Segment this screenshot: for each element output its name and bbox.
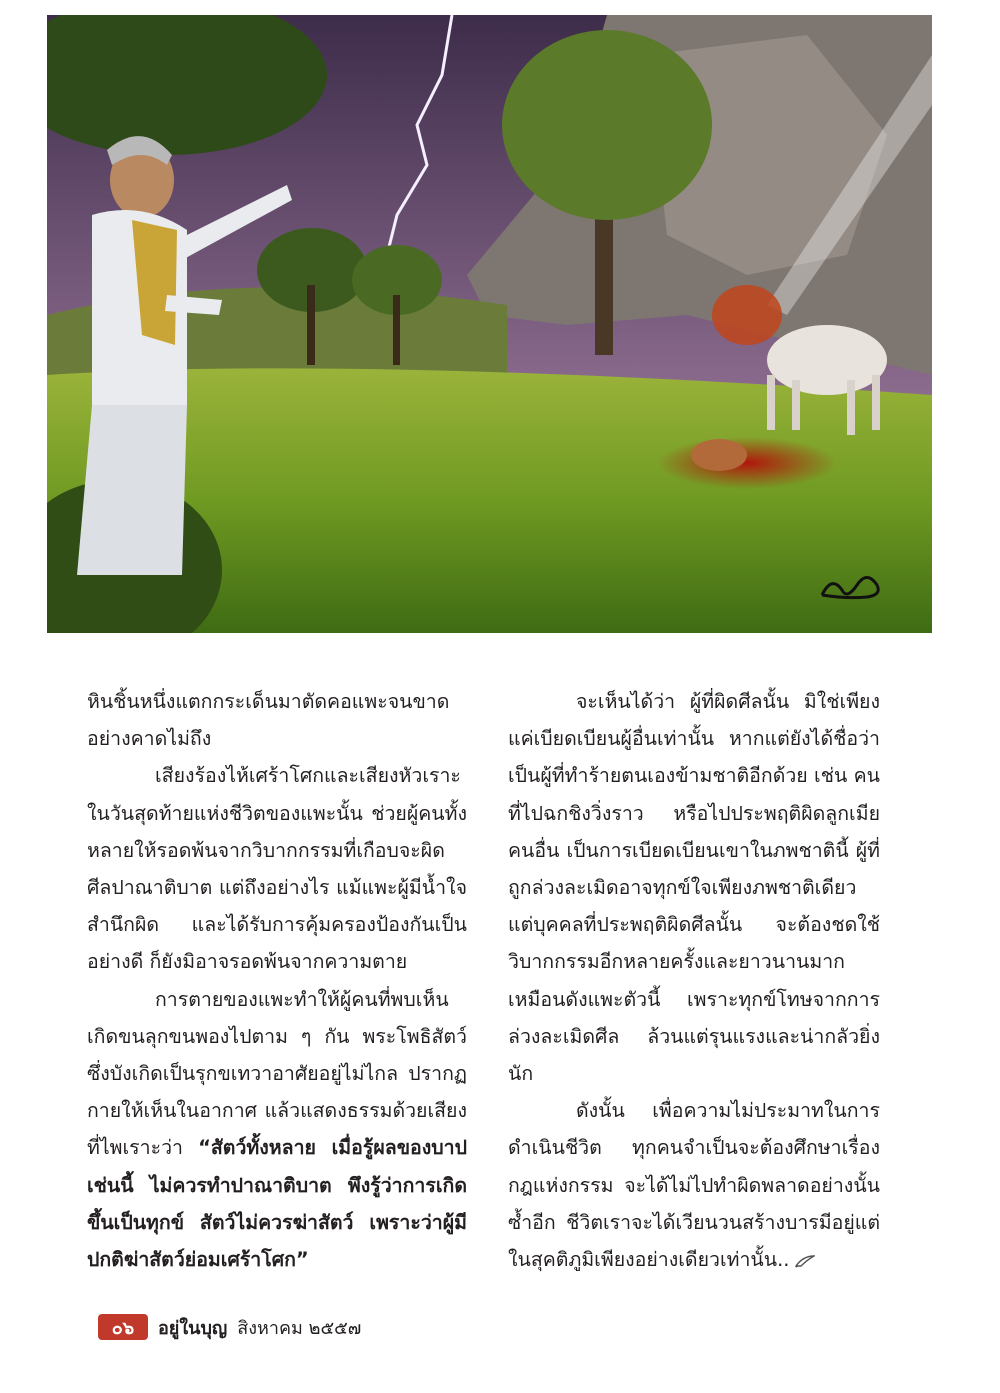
paragraph: เสียงร้องไห้เศร้าโศกและเสียงหัวเราะในวันสุดท้ายแห่งชีวิตของแพะนั้น ช่วยผู้คนทั้งหลายให้รอดพ้นจากวิบากกรรมที่เกือบจะผิดศีลปาณาติบาต แต่ถึงอย่างไร แม้แพะผู้มีน้ำใจสำนึกผิด และได้รับการคุ้มครองป้องกันเป็นอย่างดี ก็ยังมิอาจรอดพ้นจากความตาย: [87, 764, 467, 974]
quill-pen-icon: [795, 1254, 815, 1268]
dharma-quote: “สัตว์ทั้งหลาย เมื่อรู้ผลของบาปเช่นนี้ ไม่ควรทำปาณาติบาต พึงรู้ว่าการเกิดขึ้นเป็นทุกข์ สัตว์ไม่ควรฆ่าสัตว์ เพราะว่าผู้มีปกติฆ่าสัตว์ย่อมเศร้าโศก”: [87, 1136, 467, 1272]
illustration-scene: [47, 15, 932, 633]
tree-trunk: [307, 285, 315, 365]
goat-leg: [767, 375, 775, 430]
goat-leg: [872, 375, 880, 430]
tree-trunk: [393, 295, 400, 365]
left-column: [87, 683, 467, 1278]
paragraph: หินชิ้นหนึ่งแตกกระเด็นมาตัดคอแพะจนขาดอย่างคาดไม่ถึง: [87, 690, 450, 751]
magazine-name: อยู่ในบุญ: [158, 1317, 228, 1339]
story-illustration: [47, 15, 932, 633]
goat-leg: [792, 380, 800, 430]
blood-splash: [712, 285, 782, 345]
paragraph-with-quote: [87, 981, 467, 1279]
paragraph-text: การตายของแพะทำให้ผู้คนที่พบเห็นเกิดขนลุกขนพองไปตาม ๆ กัน พระโพธิสัตว์ซึ่งบังเกิดเป็นรุกขเทวาอาศัยอยู่ไม่ไกล ปรากฏกายให้เห็นในอากาศ แล้วแสดงธรรมด้วยเสียงที่ไพเราะว่า: [87, 987, 467, 1160]
goat-body: [767, 325, 887, 395]
tree-canopy: [502, 30, 712, 220]
paragraph-text: ดังนั้น เพื่อความไม่ประมาทในการดำเนินชีวิต ทุกคนจำเป็นจะต้องศึกษาเรื่องกฎแห่งกรรม จะได้ไม่ไปทำผิดพลาดอย่างนั้นซ้ำอีก ชีวิตเราจะได้เวียนวนสร้างบารมีอยู่แต่ในสุคติภูมิเพียงอย่างเดียวเท่านั้น..: [508, 1099, 880, 1272]
blood-pool: [657, 437, 837, 489]
goat-leg: [847, 380, 855, 435]
right-column: [508, 683, 880, 1278]
paragraph: จะเห็นได้ว่า ผู้ที่ผิดศีลนั้น มิใช่เพียงแค่เบียดเบียนผู้อื่นเท่านั้น หากแต่ยังได้ชื่อว่าเป็นผู้ที่ทำร้ายตนเองข้ามชาติอีกด้วย เช่น คนที่ไปฉกชิงวิ่งราว หรือไปประพฤติผิดลูกเมียคนอื่น เป็นการเบียดเบียนเขาในภพชาตินี้ ผู้ที่ถูกล่วงละเมิดอาจทุกข์ใจเพียงภพชาติเดียว แต่บุคคลที่ประพฤติผิดศีลนั้น จะต้องชดใช้วิบากกรรมอีกหลายครั้งและยาวนานมากเหมือนดังแพะตัวนี้ เพราะทุกข์โทษจากการล่วงละเมิดศีล ล้วนแต่รุนแรงและน่ากลัวยิ่งนัก: [508, 690, 880, 1086]
paragraph-closing: [508, 1092, 880, 1278]
magazine-issue: สิงหาคม ๒๕๕๗: [237, 1317, 362, 1339]
goat-head: [691, 439, 747, 471]
page-number: ๐๖: [98, 1314, 148, 1340]
man-trousers: [77, 405, 187, 575]
page-footer: [98, 1313, 361, 1341]
